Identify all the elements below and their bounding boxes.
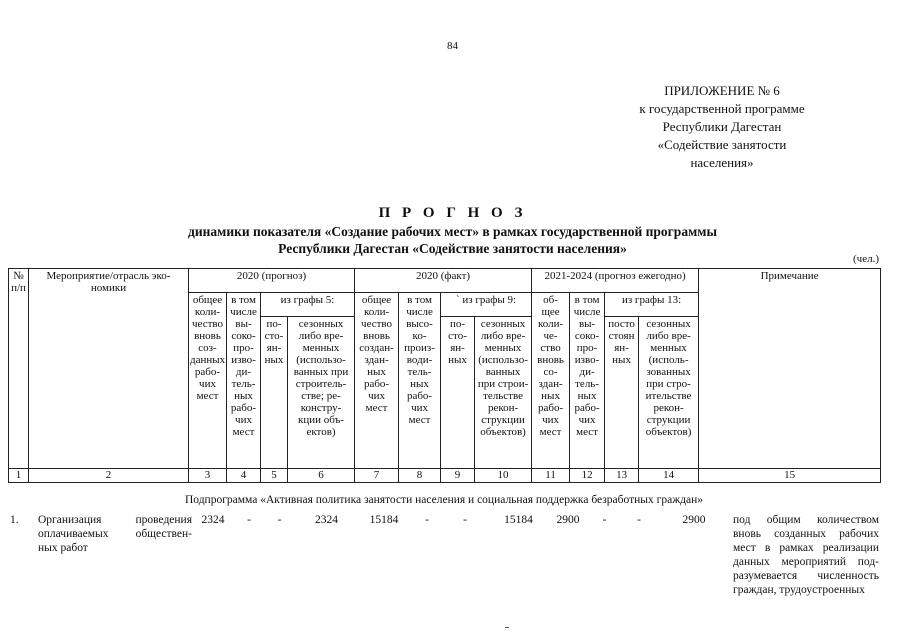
- appendix-line: ПРИЛОЖЕНИЕ № 6: [664, 83, 780, 98]
- col-number: 5: [261, 469, 288, 483]
- row-event-word: оплачиваемых: [38, 528, 109, 540]
- col-number: 7: [355, 469, 399, 483]
- header-event: Мероприятие/отрасль эко- номики: [29, 269, 189, 469]
- row-event-line: ных работ: [38, 542, 88, 554]
- header-seasonal: сезонных либо вре- менных (использо- ванных при строи- тельстве рекон- струкции объектов): [475, 317, 532, 469]
- col-number: 14: [639, 469, 699, 483]
- cell-c4: -: [247, 514, 251, 526]
- cell-c14: 2900: [682, 514, 706, 526]
- row-event: [38, 513, 192, 555]
- col-number: 1: [9, 469, 29, 483]
- title-line: динамики показателя «Создание рабочих мест» в рамках государственной программы: [187, 224, 717, 239]
- row-event-word: обществен-: [135, 528, 192, 540]
- header-of-col: из графы 5:: [261, 293, 355, 317]
- header-highprod: в том числе высо- ко- произ- води- тель- ных рабо- чих мест: [399, 293, 441, 469]
- cell-c5: -: [277, 514, 282, 526]
- appendix-line: населения»: [690, 155, 754, 170]
- col-number: 12: [570, 469, 605, 483]
- header-total: общее коли- чество вновь соз- данных рабо- чих мест: [189, 293, 227, 469]
- document-title: [0, 203, 905, 257]
- row-note: под общим количеством вновь созданных рабочих мест в рамках реализации данных мероприятий под- разумевается численность граждан, трудоустроенных: [733, 514, 879, 596]
- cell-c13: -: [637, 514, 641, 526]
- appendix-block: [607, 82, 837, 172]
- header-seasonal: сезонных либо вре- менных (использо- ванных при строитель- стве; ре- констру- кции объ- ектов): [288, 317, 355, 469]
- title-word: П Р О Г Н О З: [378, 205, 527, 221]
- col-number: 9: [441, 469, 475, 483]
- cell-c7: 15184: [369, 514, 399, 526]
- header-2020-forecast: 2020 (прогноз): [189, 269, 355, 293]
- appendix-line: Республики Дагестан: [662, 119, 782, 134]
- header-seasonal: сезонных либо вре- менных (исполь- зованных при стро- ительстве рекон- струкции объектов): [639, 317, 699, 469]
- page-number: 84: [447, 40, 458, 52]
- scan-mark: [505, 627, 509, 628]
- cell-c9: -: [463, 514, 467, 526]
- col-number: 6: [288, 469, 355, 483]
- appendix-line: к государственной программе: [639, 101, 805, 116]
- forecast-table: [8, 268, 881, 483]
- cell-c12: -: [602, 514, 607, 526]
- title-line: Республики Дагестан «Содействие занятости населения»: [278, 241, 627, 256]
- header-note: Примечание: [699, 269, 881, 469]
- header-permanent: посто стоян ян- ных: [605, 317, 639, 469]
- header-highprod: в том числе вы- соко- про- изво- ди- тель- ных рабо- чих мест: [570, 293, 605, 469]
- header-2020-fact: 2020 (факт): [355, 269, 532, 293]
- row-event-word: Организация: [38, 514, 102, 526]
- cell-c6: 2324: [315, 514, 338, 526]
- cell-c8: -: [425, 514, 429, 526]
- col-number: 11: [532, 469, 570, 483]
- col-number: 4: [227, 469, 261, 483]
- row-event-word: проведения: [135, 514, 192, 526]
- col-number: 3: [189, 469, 227, 483]
- appendix-line: «Содействие занятости: [657, 137, 787, 152]
- row-num: 1.: [10, 514, 19, 526]
- col-number: 10: [475, 469, 532, 483]
- header-permanent: по- сто- ян- ных: [441, 317, 475, 469]
- header-highprod: в том числе вы- соко- про- изво- ди- тель- ных рабо- чих мест: [227, 293, 261, 469]
- col-number: 8: [399, 469, 441, 483]
- header-num: № п/п: [9, 269, 29, 469]
- cell-c3: 2324: [201, 514, 225, 526]
- header-total: общее коли- чество вновь создан- здан- ных рабо- чих мест: [355, 293, 399, 469]
- header-permanent: по- сто- ян- ных: [261, 317, 288, 469]
- col-number: 13: [605, 469, 639, 483]
- header-2021-2024: 2021-2024 (прогноз ежегодно): [532, 269, 699, 293]
- cell-c10: 15184: [504, 514, 533, 526]
- header-of-col: из графы 13:: [605, 293, 699, 317]
- header-of-col: ` из графы 9:: [441, 293, 532, 317]
- subprogram-heading: Подпрограмма «Активная политика занятости населения и социальная поддержка безработных граждан»: [184, 494, 704, 506]
- cell-c11: 2900: [556, 514, 580, 526]
- header-total: об- щее коли- че- ство вновь со- здан- ных рабо- чих мест: [532, 293, 570, 469]
- unit-label: (чел.): [853, 253, 879, 265]
- col-number: 2: [29, 469, 189, 483]
- col-number: 15: [699, 469, 881, 483]
